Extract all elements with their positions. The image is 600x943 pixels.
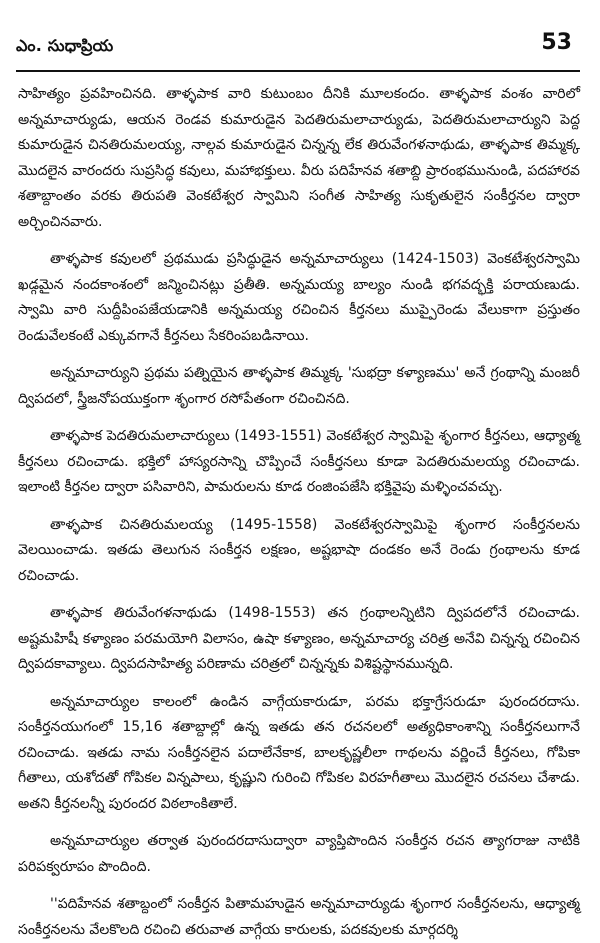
paragraph-4: తాళ్ళపాక పెదతిరుమలాచార్యులు (1493-1551) వెంకటేశ్వర స్వామిపై శృంగార కీర్తనలు, ఆధ్యాత్మ కీర్తనలు రచించాడు. భక్తిలో హాస్యరసాన్ని చొప్పించే సంకీర్తనలు కూడా పెదతిరుమలయ్య రచించాడు. ఇలాంటి కీర్తనల ద్వారా పసివారిని, పామరులను కూడ రంజింపజేసి భక్తివైపు మళ్ళించవచ్చు.: [18, 428, 580, 495]
page-header: [16, 22, 572, 66]
paragraph-1: సాహిత్యం ప్రవహించినది. తాళ్ళపాక వారి కుటుంబం దీనికి మూలకందం. తాళ్ళపాక వంశం వారిలో అన్నమాచార్యుడు, ఆయన రెండవ కుమారుడైన పెదతిరుమలాచార్యుడు, పెదతిరుమలాచార్యుని పెద్ద కుమారుడైన చినతిరుమలయ్య, నాల్గవ కుమారుడైన చిన్నన్న లేక తిరువేంగళనాథుడు, తాళ్ళపాక తిమ్మక్క మొదలైన వారందరు సుప్రసిద్ధ కవులు, మహాభక్తులు. వీరు పదిహేనవ శతాబ్ది ప్రారంభమునుండి, పదహారవ శతాబ్దాంతం వరకు తిరుపతి వెంకటేశ్వర స్వామిని సంగీత సాహిత్య సుకృతులైన సంకీర్తనల ద్వారా అర్చించినవారు.: [18, 86, 580, 230]
paragraph-8: అన్నమాచార్యుల తర్వాత పురందరదాసుద్వారా వ్యాప్తిపొందిన సంకీర్తన రచన త్యాగరాజు నాటికి పరిపక్వరూపం పొందింది.: [18, 833, 580, 875]
header-rule: [16, 70, 580, 72]
running-header-author: ఎం. సుధాప్రియ: [16, 36, 114, 55]
paragraph-5: తాళ్ళపాక చినతిరుమలయ్య (1495-1558) వెంకటేశ్వరస్వామిపై శృంగార సంకీర్తనలను వెలయించాడు. ఇతడు తెలుగున సంకీర్తన లక్షణం, అష్టభాషా దండకం అనే రెండు గ్రంథాలను కూడ రచించాడు.: [18, 516, 580, 584]
paragraph-9: ''పదిహేనవ శతాబ్దంలో సంకీర్తన పితామహుడైన అన్నమాచార్యుడు శృంగార సంకీర్తనలను, ఆధ్యాత్మ సంకీర్తనలను వేలకొలది రచించి తరువాత వాగ్గేయ కారులకు, పదకవులకు మార్గదర్శి: [18, 896, 580, 938]
paragraph-6: తాళ్ళపాక తిరువేంగళనాథుడు (1498-1553) తన గ్రంథాలన్నిటిని ద్విపదలోనే రచించాడు. అష్టమహిషీ కళ్యాణం పరమయోగి విలాసం, ఉషా కళ్యాణం, అన్నమాచార్య చరిత్ర అనేవి చిన్నన్న రచించిన ద్విపదకావ్యాలు. ద్విపదసాహిత్య పరిణామ చరిత్రలో చిన్నన్నకు విశిష్టస్థానమున్నది.: [18, 605, 580, 672]
paragraph-3: అన్నమాచార్యుని ప్రథమ పత్నియైన తాళ్ళపాక తిమ్మక్క 'సుభద్రా కళ్యాణము' అనే గ్రంథాన్ని మంజరీ ద్విపదలో, స్త్రీజనోపయుక్తంగా శృంగార రసోపేతంగా రచించినది.: [18, 365, 580, 407]
page-number: 53: [541, 30, 572, 55]
page-body: [18, 82, 580, 938]
paragraph-7: అన్నమాచార్యుల కాలంలో ఉండిన వాగ్గేయకారుడూ, పరమ భక్తాగ్రేసరుడూ పురందరదాసు. సంకీర్తనయుగంలో 15,16 శతాబ్దాల్లో ఉన్న ఇతడు తన రచనలలో అత్యధికాంశాన్ని సంకీర్తనలుగానే రచించాడు. ఇతడు నామ సంకీర్తనలైన పదాలేనేకాక, బాలకృష్ణలీలా గాథలను వర్ణించే కీర్తనలు, గోపికా గీతాలు, యశోదతో గోపికల విన్నపాలు, కృష్ణుని గురించి గోపికల విరహగీతాలు మొదలైన రచనలు చేశాడు. అతని కీర్తనలన్నీ పురందర విఠలాంకితాలే.: [18, 693, 580, 812]
paragraph-2: తాళ్ళపాక కవులలో ప్రథముడు ప్రసిద్ధుడైన అన్నమాచార్యులు (1424-1503) వెంకటేశ్వరస్వామి ఖడ్గమైన నందకాంశంలో జన్మించినట్లు ప్రతీతి. అన్నమయ్య బాల్యం నుండి భగవద్భక్తి పరాయణుడు. స్వామి వారి సుద్దీపింపజేయడానికి అన్నమయ్య రచించిన కీర్తనలు ముప్పైరెండు వేలుకాగా ప్రస్తుతం రెండువేలకంటే ఎక్కువగానే కీర్తనలు సేకరింపబడినాయి.: [18, 251, 580, 344]
